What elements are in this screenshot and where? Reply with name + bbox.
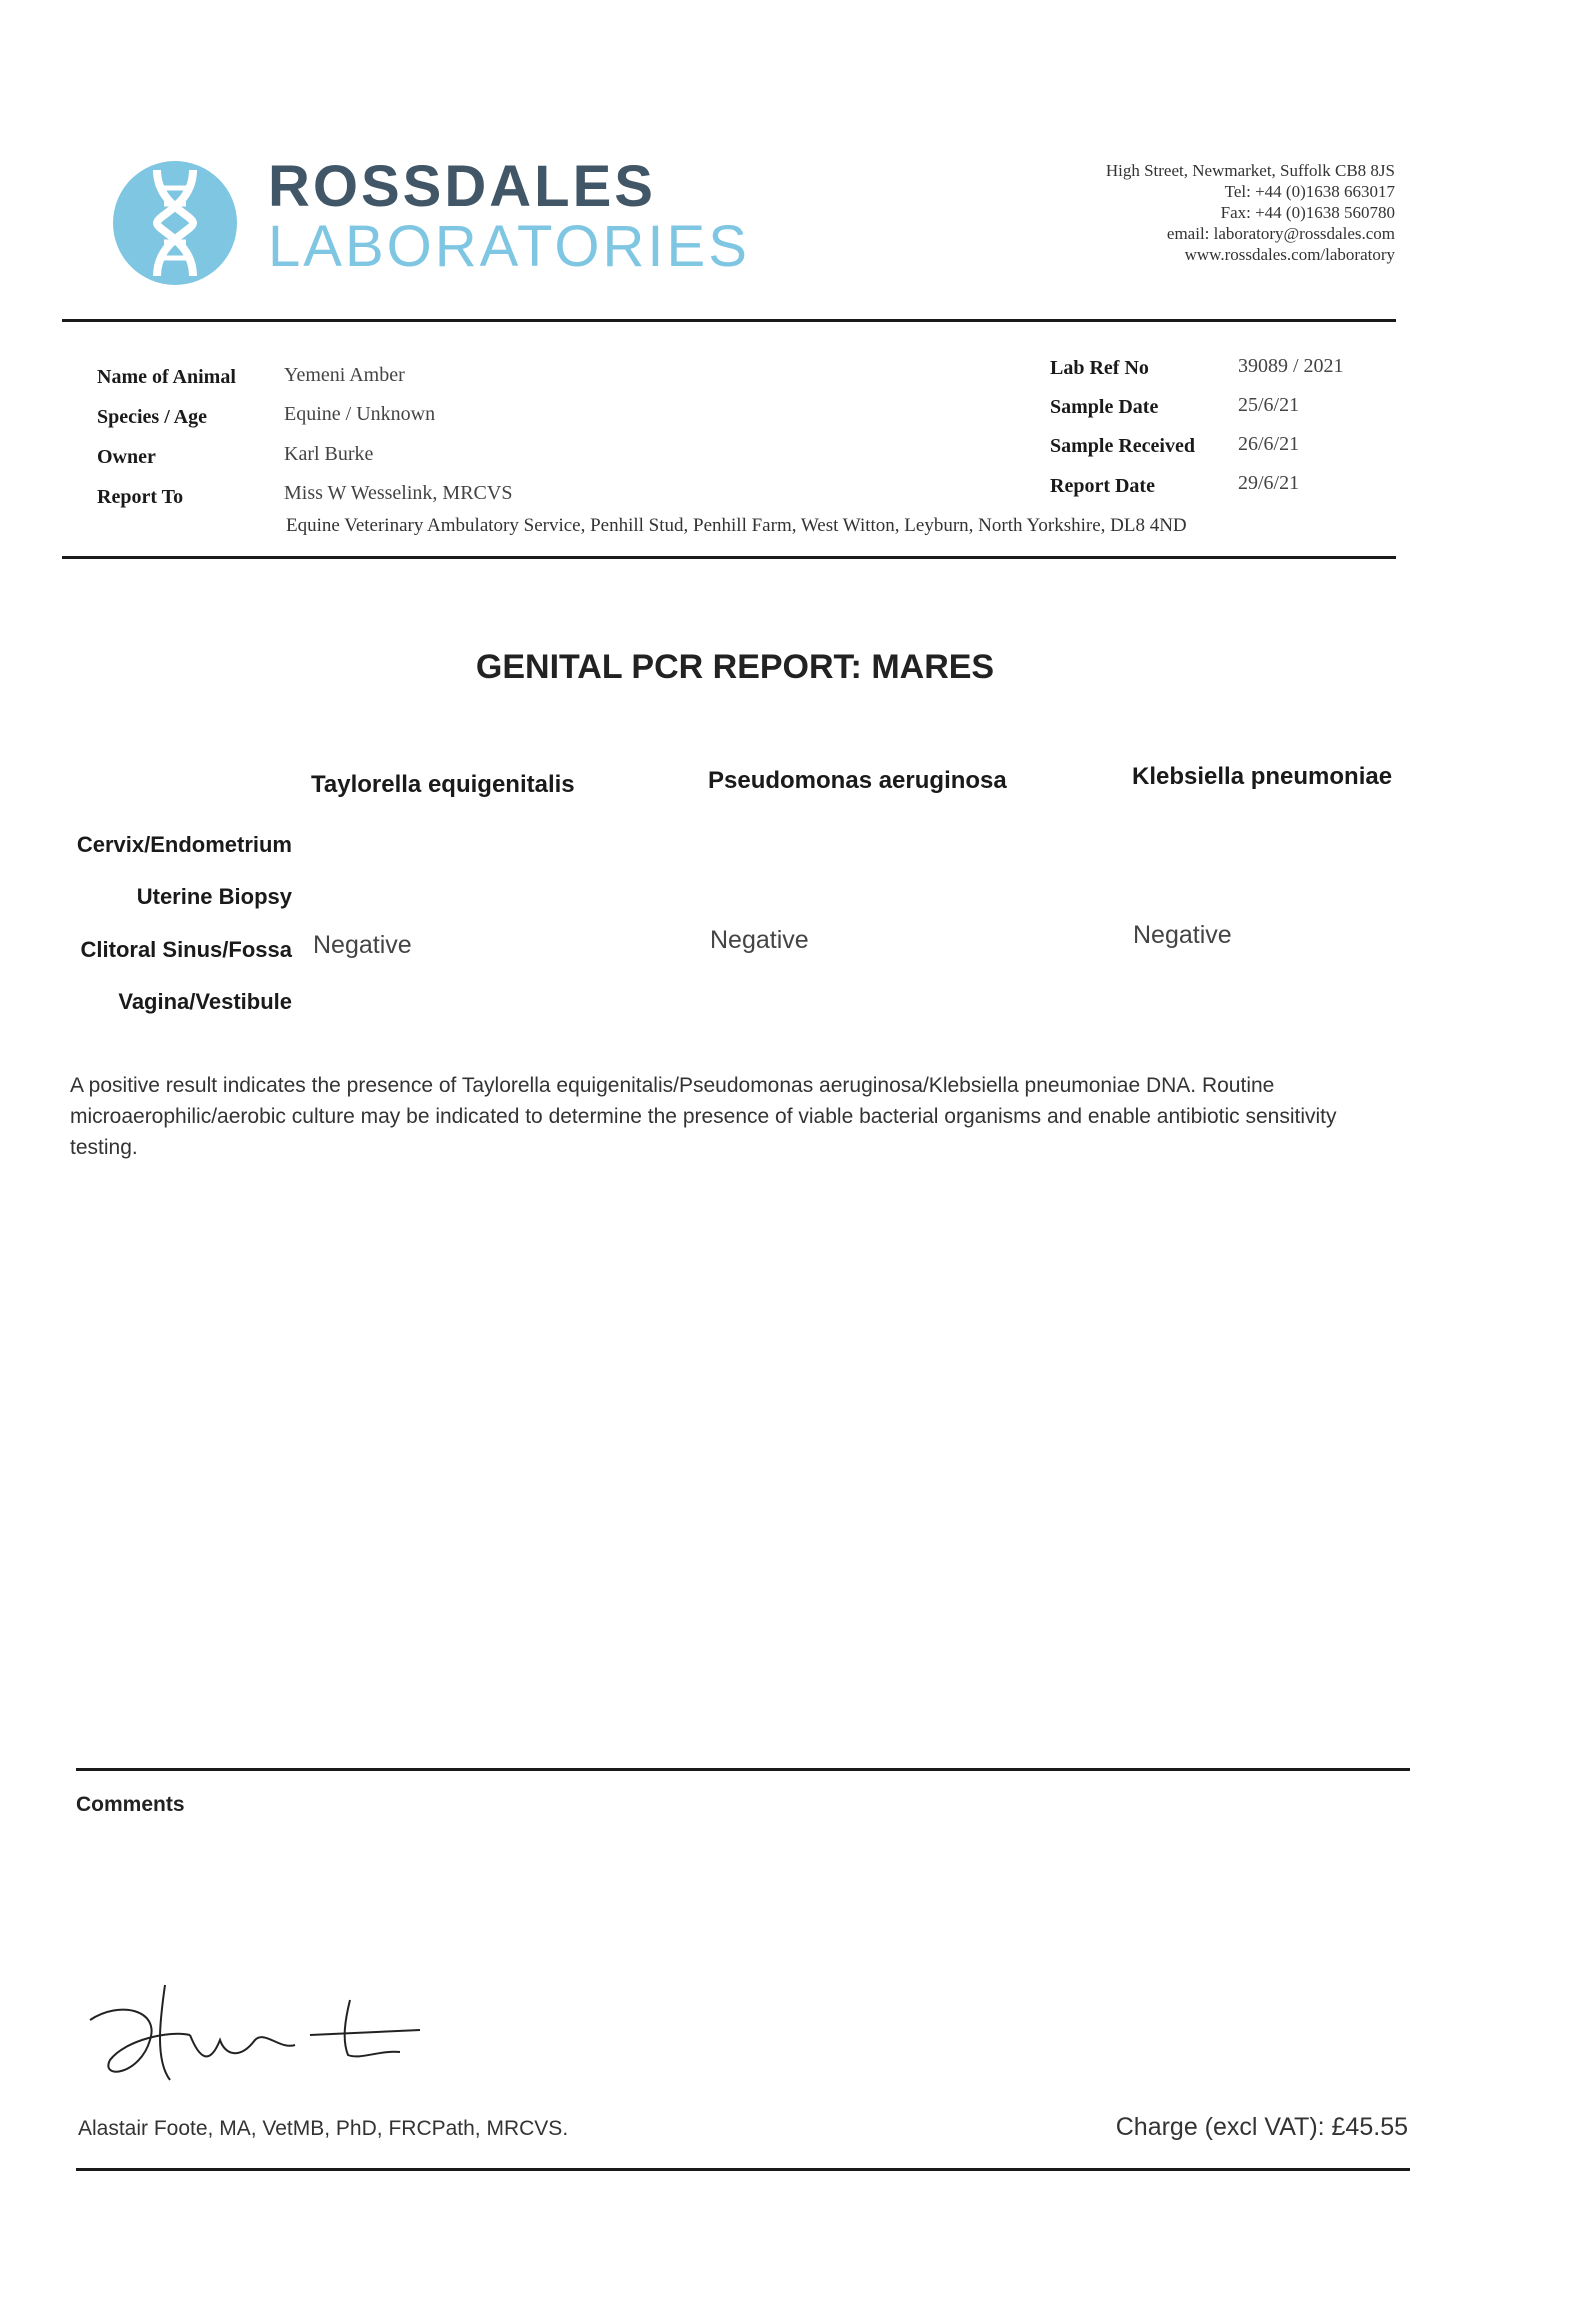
row-vagina-vestibule: Vagina/Vestibule <box>118 989 292 1014</box>
col-klebsiella: Klebsiella pneumoniae <box>1132 763 1393 790</box>
brand-name: ROSSDALES <box>268 154 656 219</box>
sample-received: 26/6/21 <box>1238 433 1300 455</box>
dna-logo-icon <box>112 160 238 286</box>
species-age: Equine / Unknown <box>284 403 436 425</box>
comments-label: Comments <box>76 1793 185 1816</box>
owner-label: Owner <box>97 446 156 468</box>
report-to: Miss W Wesselink, MRCVS <box>284 482 513 504</box>
owner-name: Karl Burke <box>284 443 374 465</box>
header-divider <box>62 319 1396 322</box>
charge-amount: Charge (excl VAT): £45.55 <box>1115 2113 1408 2141</box>
report-to-label: Report To <box>97 486 184 508</box>
result-clitoral-pseudomonas: Negative <box>710 926 809 954</box>
footer-divider <box>76 2168 1410 2171</box>
lab-ref: 39089 / 2021 <box>1238 355 1344 377</box>
info-divider <box>62 556 1396 559</box>
row-clitoral-sinus-fossa: Clitoral Sinus/Fossa <box>80 937 292 962</box>
sample-date-label: Sample Date <box>1050 396 1159 418</box>
report-date-label: Report Date <box>1050 475 1155 497</box>
lab-ref-label: Lab Ref No <box>1050 357 1149 379</box>
report-title: GENITAL PCR REPORT: MARES <box>475 648 995 686</box>
signatory-name: Alastair Foote, MA, VetMB, PhD, FRCPath, MRCVS. <box>78 2117 569 2140</box>
sample-received-label: Sample Received <box>1050 435 1195 457</box>
address-tel: Tel: +44 (0)1638 663017 <box>1224 182 1395 201</box>
interpretation-note: A positive result indicates the presence of Taylorella equigenitalis/Pseudomonas aeruginosa/Klebsiella pneumoniae DNA. Routine microaerophilic/aerobic culture may be indicated to determine the presence of viable bacterial organisms and enable antibiotic sensitivity testing. <box>70 1074 1337 1159</box>
signature <box>80 1980 440 2100</box>
address-website: www.rossdales.com/laboratory <box>1184 245 1395 264</box>
report-date: 29/6/21 <box>1238 472 1300 494</box>
row-cervix-endometrium: Cervix/Endometrium <box>76 832 292 857</box>
report-to-address: Equine Veterinary Ambulatory Service, Penhill Stud, Penhill Farm, West Witton, Leyburn, North Yorkshire, DL8 4ND <box>286 515 1187 536</box>
result-clitoral-klebsiella: Negative <box>1133 921 1232 949</box>
col-taylorella: Taylorella equigenitalis <box>311 771 575 798</box>
address-fax: Fax: +44 (0)1638 560780 <box>1220 203 1395 222</box>
col-pseudomonas: Pseudomonas aeruginosa <box>708 767 1007 794</box>
sample-date: 25/6/21 <box>1238 394 1300 416</box>
address-line: High Street, Newmarket, Suffolk CB8 8JS <box>1105 161 1395 180</box>
address-email: email: laboratory@rossdales.com <box>1166 224 1395 243</box>
brand-subtitle: LABORATORIES <box>268 214 750 279</box>
result-clitoral-taylorella: Negative <box>313 931 412 959</box>
comments-divider <box>76 1768 1410 1771</box>
species-label: Species / Age <box>97 406 207 428</box>
row-uterine-biopsy: Uterine Biopsy <box>136 884 292 909</box>
lab-address <box>1106 160 1395 265</box>
name-label: Name of Animal <box>97 366 236 388</box>
animal-name: Yemeni Amber <box>284 364 405 386</box>
